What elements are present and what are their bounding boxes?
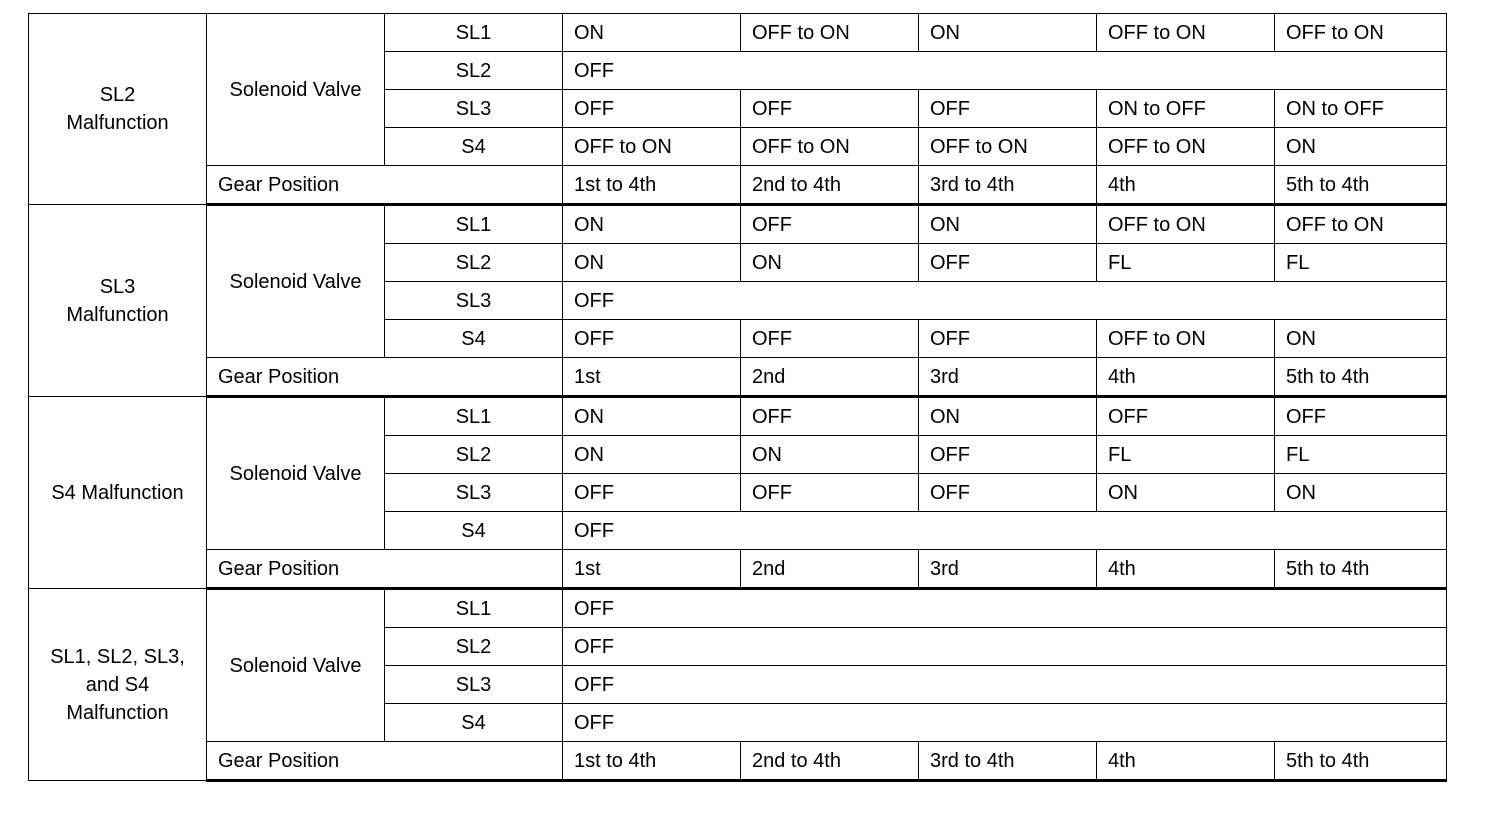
gear-position-cell: 2nd (741, 358, 919, 397)
valve-name: SL1 (385, 589, 563, 628)
gear-position-cell: 1st to 4th (563, 742, 741, 781)
valve-state-cell: OFF (919, 320, 1097, 358)
valve-state-all: OFF (563, 282, 1447, 320)
table-row (29, 14, 1447, 52)
valve-state-cell: OFF to ON (1097, 14, 1275, 52)
gear-position-cell: 1st (563, 550, 741, 589)
valve-state-cell: OFF (741, 397, 919, 436)
valve-state-cell: FL (1275, 436, 1447, 474)
valve-name: S4 (385, 320, 563, 358)
valve-state-cell: OFF (563, 90, 741, 128)
valve-name: SL1 (385, 14, 563, 52)
solenoid-valve-group-label: Solenoid Valve (207, 205, 385, 358)
valve-state-cell: ON (1275, 474, 1447, 512)
valve-state-cell: OFF (563, 320, 741, 358)
valve-state-cell: OFF to ON (1275, 205, 1447, 244)
valve-state-cell: ON (919, 397, 1097, 436)
gear-position-cell: 5th to 4th (1275, 166, 1447, 205)
table-row (29, 589, 1447, 628)
gear-position-row (29, 742, 1447, 781)
malfunction-mode-label: SL3 Malfunction (29, 205, 207, 397)
valve-name: S4 (385, 128, 563, 166)
valve-name: SL2 (385, 436, 563, 474)
valve-state-cell: OFF (741, 474, 919, 512)
table-row (29, 397, 1447, 436)
gear-position-label: Gear Position (207, 166, 563, 205)
gear-position-cell: 4th (1097, 166, 1275, 205)
valve-state-cell: OFF (919, 474, 1097, 512)
gear-position-cell: 5th to 4th (1275, 550, 1447, 589)
valve-state-all: OFF (563, 52, 1447, 90)
valve-state-all: OFF (563, 589, 1447, 628)
valve-state-all: OFF (563, 628, 1447, 666)
gear-position-cell: 5th to 4th (1275, 358, 1447, 397)
valve-name: SL1 (385, 205, 563, 244)
valve-state-cell: OFF (741, 90, 919, 128)
gear-position-cell: 4th (1097, 358, 1275, 397)
valve-state-cell: OFF to ON (741, 128, 919, 166)
gear-position-cell: 1st to 4th (563, 166, 741, 205)
gear-position-cell: 3rd to 4th (919, 742, 1097, 781)
gear-position-row (29, 166, 1447, 205)
valve-state-cell: OFF to ON (563, 128, 741, 166)
valve-state-cell: OFF (919, 436, 1097, 474)
gear-position-cell: 1st (563, 358, 741, 397)
valve-name: SL3 (385, 474, 563, 512)
valve-name: SL2 (385, 244, 563, 282)
valve-state-cell: OFF to ON (1097, 128, 1275, 166)
gear-position-cell: 3rd to 4th (919, 166, 1097, 205)
gear-position-row (29, 550, 1447, 589)
gear-position-cell: 3rd (919, 358, 1097, 397)
valve-name: SL3 (385, 666, 563, 704)
valve-name: SL1 (385, 397, 563, 436)
gear-position-label: Gear Position (207, 550, 563, 589)
valve-name: SL2 (385, 52, 563, 90)
malfunction-table (28, 13, 1447, 782)
valve-state-cell: FL (1097, 244, 1275, 282)
malfunction-mode-label: SL1, SL2, SL3, and S4 Malfunction (29, 589, 207, 781)
valve-state-cell: OFF to ON (1275, 14, 1447, 52)
valve-state-cell: ON (563, 14, 741, 52)
valve-state-cell: ON (563, 397, 741, 436)
valve-state-cell: ON (563, 205, 741, 244)
gear-position-cell: 5th to 4th (1275, 742, 1447, 781)
gear-position-cell: 2nd to 4th (741, 166, 919, 205)
valve-name: SL3 (385, 90, 563, 128)
valve-state-cell: OFF (741, 320, 919, 358)
valve-state-cell: ON (563, 436, 741, 474)
valve-state-cell: FL (1275, 244, 1447, 282)
valve-state-cell: ON to OFF (1097, 90, 1275, 128)
valve-name: S4 (385, 704, 563, 742)
valve-name: SL2 (385, 628, 563, 666)
gear-position-cell: 2nd to 4th (741, 742, 919, 781)
solenoid-valve-group-label: Solenoid Valve (207, 397, 385, 550)
gear-position-label: Gear Position (207, 358, 563, 397)
solenoid-valve-group-label: Solenoid Valve (207, 14, 385, 166)
gear-position-row (29, 358, 1447, 397)
valve-state-cell: ON (741, 244, 919, 282)
valve-state-cell: OFF (1097, 397, 1275, 436)
valve-state-cell: OFF to ON (1097, 205, 1275, 244)
valve-state-cell: FL (1097, 436, 1275, 474)
solenoid-valve-group-label: Solenoid Valve (207, 589, 385, 742)
valve-state-cell: ON (1097, 474, 1275, 512)
valve-state-cell: ON (1275, 128, 1447, 166)
valve-state-all: OFF (563, 512, 1447, 550)
valve-state-cell: OFF (563, 474, 741, 512)
gear-position-cell: 4th (1097, 742, 1275, 781)
gear-position-label: Gear Position (207, 742, 563, 781)
gear-position-cell: 2nd (741, 550, 919, 589)
valve-state-cell: OFF (919, 90, 1097, 128)
valve-name: S4 (385, 512, 563, 550)
gear-position-cell: 4th (1097, 550, 1275, 589)
valve-state-cell: OFF (919, 244, 1097, 282)
valve-state-cell: OFF (1275, 397, 1447, 436)
valve-state-cell: ON (1275, 320, 1447, 358)
valve-state-cell: ON (563, 244, 741, 282)
table-body (29, 14, 1447, 781)
valve-state-cell: OFF to ON (741, 14, 919, 52)
valve-state-cell: OFF to ON (1097, 320, 1275, 358)
valve-state-all: OFF (563, 666, 1447, 704)
table-row (29, 205, 1447, 244)
valve-state-cell: ON (741, 436, 919, 474)
gear-position-cell: 3rd (919, 550, 1097, 589)
valve-state-cell: ON (919, 205, 1097, 244)
malfunction-mode-label: S4 Malfunction (29, 397, 207, 589)
malfunction-mode-label: SL2 Malfunction (29, 14, 207, 205)
valve-name: SL3 (385, 282, 563, 320)
valve-state-cell: ON to OFF (1275, 90, 1447, 128)
valve-state-all: OFF (563, 704, 1447, 742)
valve-state-cell: OFF (741, 205, 919, 244)
valve-state-cell: OFF to ON (919, 128, 1097, 166)
valve-state-cell: ON (919, 14, 1097, 52)
